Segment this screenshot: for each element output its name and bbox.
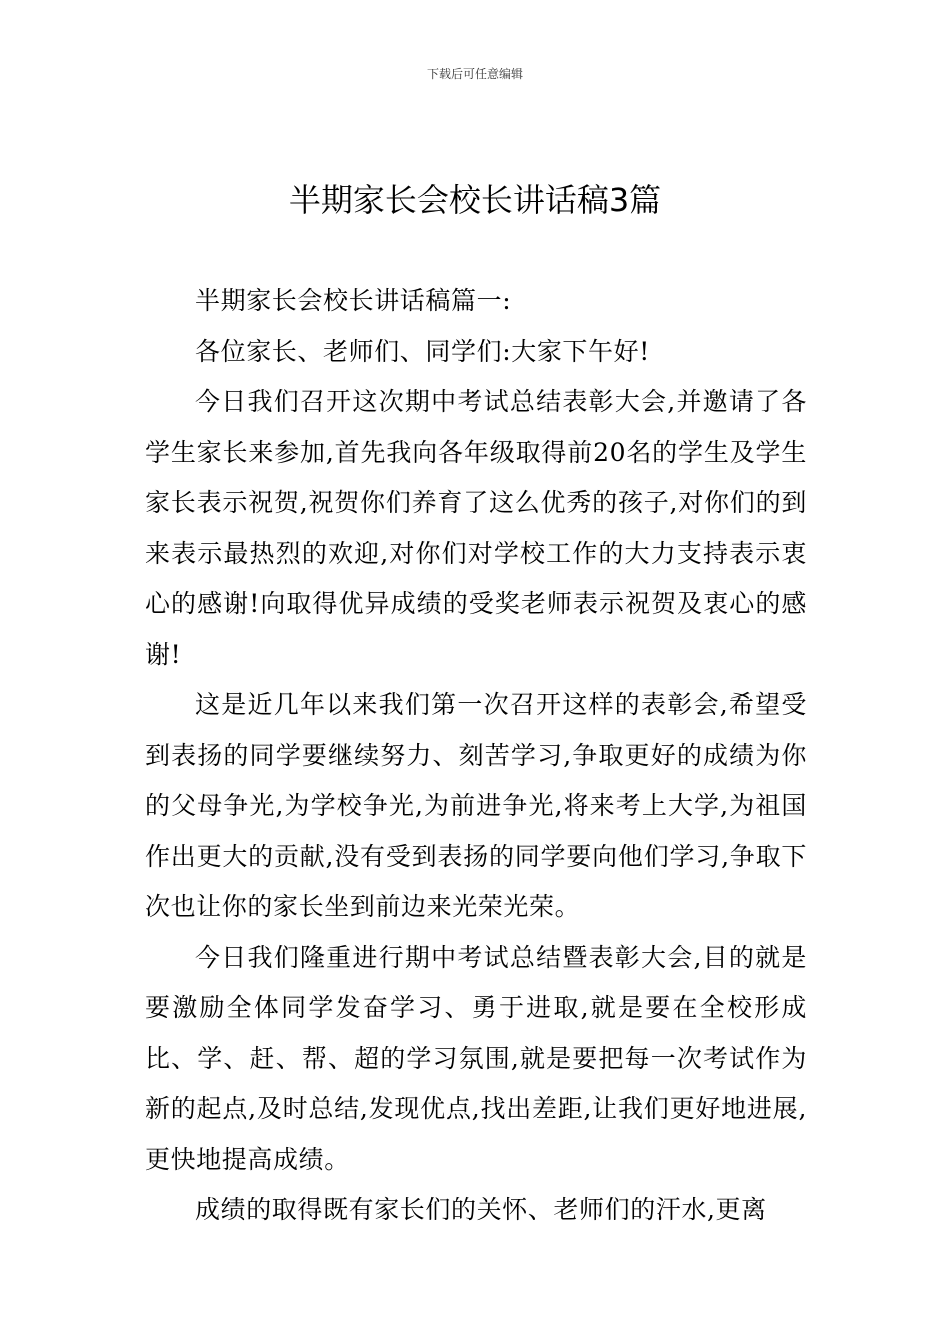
section-heading: 半期家长会校长讲话稿篇一:	[195, 286, 512, 315]
header-note: 下载后可任意编辑	[426, 67, 523, 81]
body-paragraph: 成绩的取得既有家长们的关怀、老师们的汗水,更离	[195, 1195, 767, 1224]
body-paragraph: 今日我们召开这次期中考试总结表彰大会,并邀请了各学生家长来参加,首先我向各年级取得前20名的学生及学生家长表示祝贺,祝贺你们养育了这么优秀的孩子,对你们的到来表示最热烈的欢迎,对你们对学校工作的大力支持表示衷心的感谢!向取得优异成绩的受奖老师表示祝贺及衷心的感谢!	[145, 387, 807, 669]
document-body	[145, 276, 807, 1236]
greeting-paragraph: 各位家长、老师们、同学们:大家下午好!	[195, 336, 650, 366]
document-title: 半期家长会校长讲话稿3篇	[288, 181, 662, 219]
body-paragraph: 这是近几年以来我们第一次召开这样的表彰会,希望受到表扬的同学要继续努力、刻苦学习,争取更好的成绩为你的父母争光,为学校争光,为前进争光,将来考上大学,为祖国作出更大的贡献,没有受到表扬的同学要向他们学习,争取下次也让你的家长坐到前边来光荣光荣。	[145, 690, 807, 921]
body-paragraph: 今日我们隆重进行期中考试总结暨表彰大会,目的就是要激励全体同学发奋学习、勇于进取,就是要在全校形成比、学、赶、帮、超的学习氛围,就是要把每一次考试作为新的起点,及时总结,发现优点,找出差距,让我们更好地进展,更快地提高成绩。	[145, 942, 807, 1174]
